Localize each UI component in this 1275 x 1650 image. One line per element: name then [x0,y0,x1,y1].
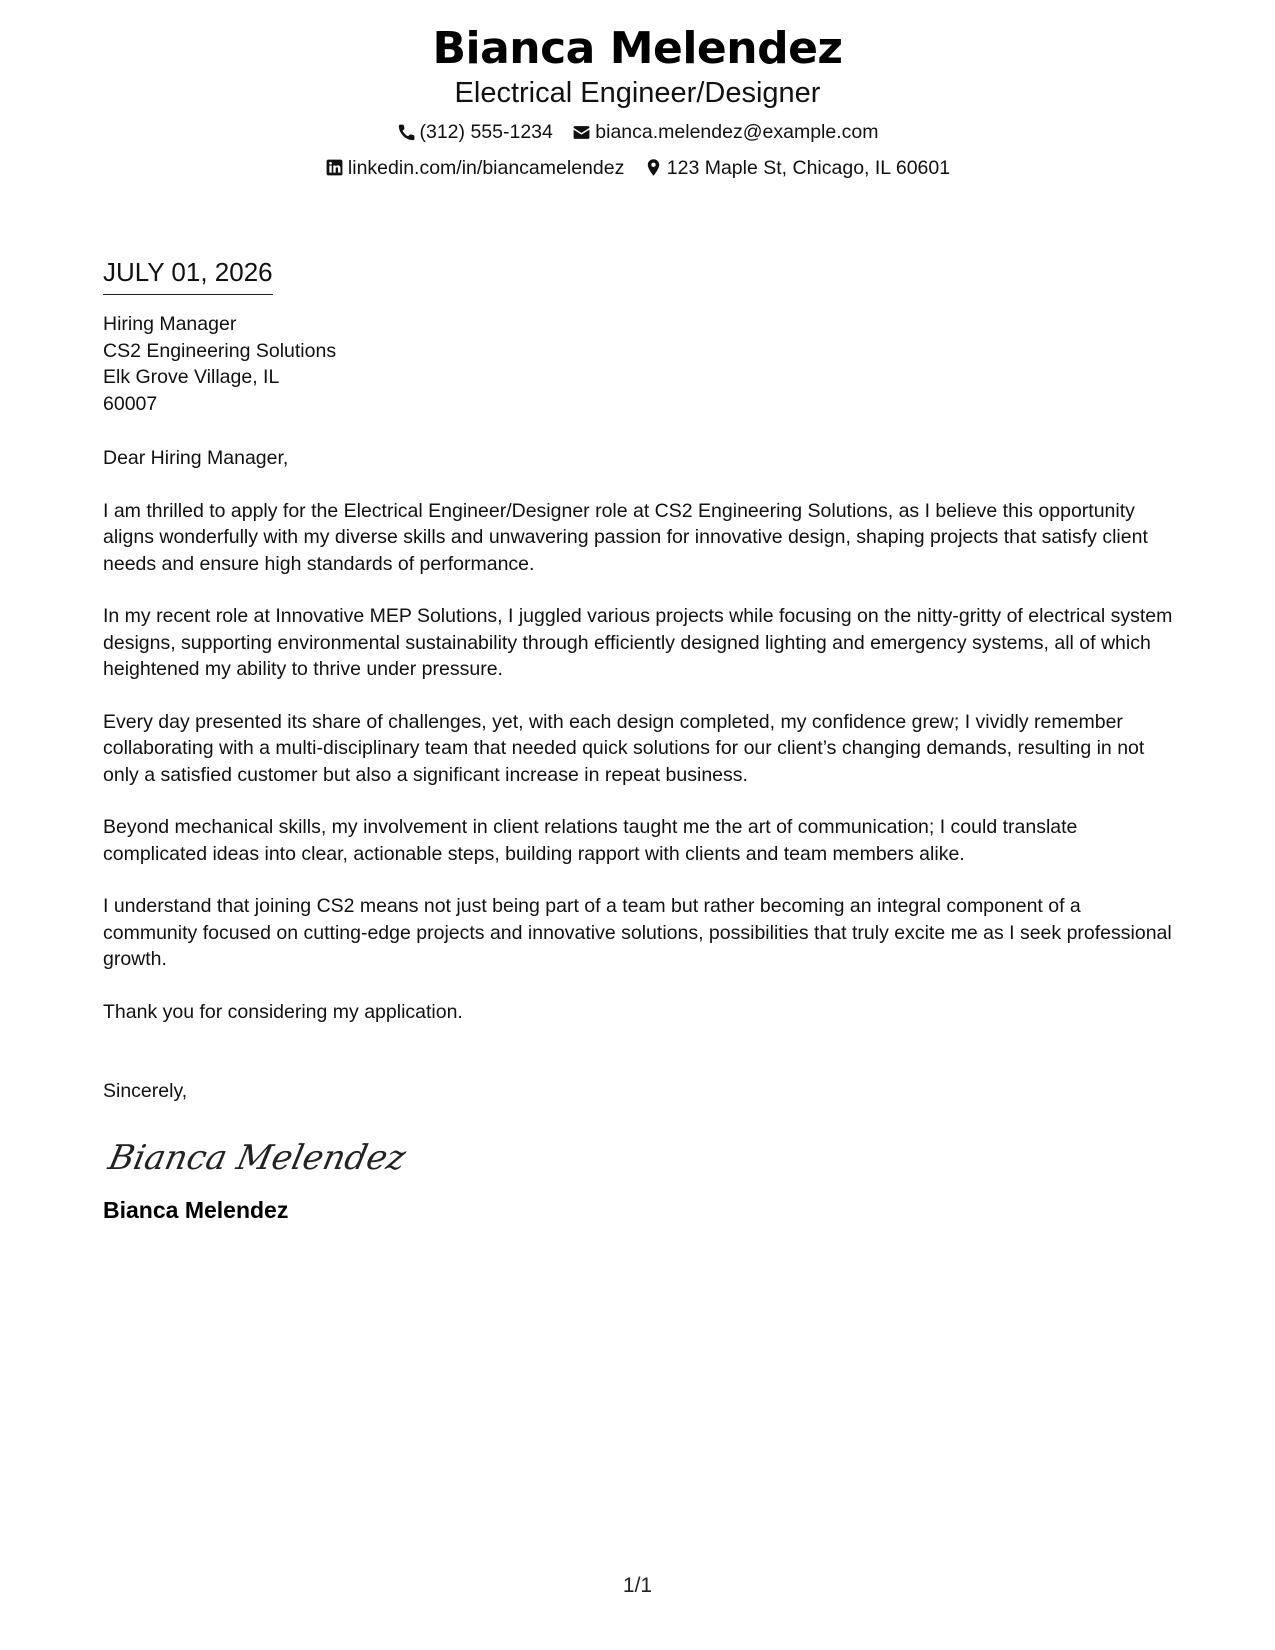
body-paragraph: I understand that joining CS2 means not just being part of a team but rather becoming an integral component of a community focused on cutting-edge projects and innovative solutions, possibilities that truly excite me as I seek professional growth. [103,895,1172,970]
envelope-icon [572,123,591,142]
signer-name: Bianca Melendez [103,1196,289,1223]
contact-row-secondary [0,152,1275,188]
applicant-job-title: Electrical Engineer/Designer [454,77,821,109]
contact-row-primary [0,116,1275,152]
recipient-line: 60007 [103,392,158,415]
closing: Sincerely, [103,1080,188,1102]
body-paragraph: I am thrilled to apply for the Electrical Engineer/Designer role at CS2 Engineering Solutions, as I believe this opportunity aligns wonderfully with my diverse skills and unwavering passion for innovative design, shaping projects that satisfy client needs and ensure high standards of performance. [103,499,1148,575]
recipient-line: Hiring Manager [103,313,237,335]
phone-number: (312) 555-1234 [419,121,553,143]
linkedin-url[interactable]: linkedin.com/in/biancamelendez [347,156,625,179]
recipient-line: Elk Grove Village, IL [103,366,280,388]
contact-phone [397,116,553,148]
contact-address [644,152,950,184]
letter-header [0,22,1275,187]
linkedin-icon [325,158,344,177]
map-pin-icon [644,158,663,177]
handwritten-signature [105,1131,1178,1183]
letter-date: JULY 01, 2026 [103,256,273,295]
contact-linkedin[interactable] [325,152,624,184]
body-paragraph: In my recent role at Innovative MEP Solutions, I juggled various projects while focusing on the nitty-gritty of electrical system designs, supporting environmental sustainability through efficiently designed lighting and emergency systems, all of which heightened my ability to thrive under pressure. [103,605,1173,680]
body-paragraph: Beyond mechanical skills, my involvement in client relations taught me the art of communication; I could translate complicated ideas into clear, actionable steps, building rapport with clients and team members alike. [103,816,1078,865]
salutation: Dear Hiring Manager, [103,447,289,469]
recipient-block [103,311,1178,417]
postal-address: 123 Maple St, Chicago, IL 60601 [666,156,951,179]
recipient-line: CS2 Engineering Solutions [103,339,337,362]
phone-icon [397,123,416,142]
signature-glyphs: Bianca Melendez [105,1137,410,1178]
applicant-name: Bianca Melendez [432,23,843,74]
body-paragraph: Thank you for considering my application. [103,1000,463,1023]
email-address[interactable]: bianca.melendez@example.com [595,121,879,143]
letter-body [103,256,1178,1225]
body-paragraph: Every day presented its share of challenges, yet, with each design completed, my confidence grew; I vividly remember collaborating with a multi-disciplinary team that needed quick solutions for our client’s changing demands, resulting in not only a satisfied customer but also a significant increase in repeat business. [103,710,1145,786]
page-number: 1/1 [622,1574,653,1597]
contact-email[interactable] [572,116,878,148]
